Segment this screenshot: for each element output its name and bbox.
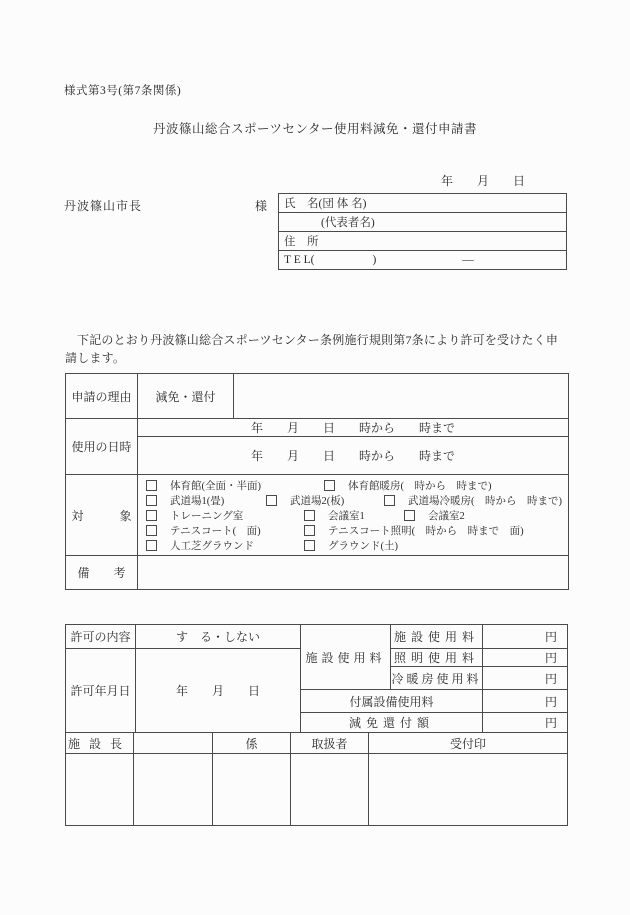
checkbox-icon	[304, 540, 315, 551]
facility-option-label: テニスコート照明( 時から 時まで 面)	[328, 525, 524, 537]
applicant-name-field: 氏 名(団 体 名)	[279, 194, 567, 213]
addressee-honorific: 様	[255, 199, 268, 213]
facility-option-label: トレーニング室	[170, 510, 244, 522]
checkbox-icon	[324, 480, 335, 491]
facility-options-line-1	[146, 478, 568, 493]
tel-label-close: )	[372, 254, 377, 266]
facility-manager-adjacent-blank-cell	[134, 733, 213, 754]
representative-name-field: (代表者名)	[279, 213, 567, 232]
hvac-fee-amount-cell: 円	[483, 667, 568, 690]
facility-option-label: 武道場2(板)	[290, 495, 345, 507]
permit-date-value-cell: 年 月 日	[136, 649, 301, 733]
facility-options-line-5	[146, 538, 568, 553]
facility-manager-stamp-cell	[66, 754, 134, 826]
checkbox-icon	[266, 495, 277, 506]
application-date-line: 年 月 日	[440, 174, 525, 188]
facility-option-label: 体育館暖房( 時から 時まで)	[348, 480, 492, 492]
remarks-label-cell: 備 考	[66, 556, 138, 590]
facility-option-label: テニスコート( 面)	[170, 525, 261, 537]
addressee-name: 丹波篠山市長	[64, 199, 143, 213]
permit-date-label-cell: 許可年月日	[66, 649, 136, 733]
facility-option-label: 人工芝グラウンド	[170, 540, 254, 552]
handler-stamp-cell	[291, 754, 369, 826]
checkbox-icon	[384, 495, 395, 506]
hvac-fee-label-cell: 冷暖房使用料	[391, 667, 483, 690]
facility-options-line-2	[146, 493, 568, 508]
target-label-cell: 対 象	[66, 475, 138, 556]
facility-option-label: 体育館(全面・半面)	[170, 480, 261, 492]
clerk-stamp-cell	[213, 754, 291, 826]
facility-options-line-3	[146, 508, 568, 523]
checkbox-icon	[146, 540, 157, 551]
form-title: 丹波篠山総合スポーツセンター使用料減免・還付申請書	[152, 122, 477, 136]
reason-label-cell: 申請の理由	[66, 374, 138, 419]
handler-label-cell: 取扱者	[291, 733, 369, 754]
usage-datetime-label-cell: 使用の日時	[66, 419, 138, 475]
reduction-refund-amount-cell: 円	[483, 713, 568, 733]
tel-label-open: T E L(	[284, 254, 315, 266]
tel-field	[279, 251, 567, 270]
usage-datetime-row-2: 年 月 日 時から 時まで	[138, 437, 569, 475]
reason-value-cell: 減免・還付	[138, 374, 234, 419]
facility-options-line-4	[146, 523, 568, 538]
checkbox-icon	[146, 510, 157, 521]
lighting-fee-label-cell: 照明使用料	[391, 649, 483, 667]
clerk-label-cell: 係	[213, 733, 291, 754]
application-table	[65, 373, 569, 590]
facility-fee-amount-cell: 円	[483, 625, 568, 649]
facility-option-label: 武道場1(畳)	[170, 495, 225, 507]
usage-datetime-row-1: 年 月 日 時から 時まで	[138, 419, 569, 437]
tel-dash: ―	[462, 254, 474, 266]
approval-table	[65, 624, 568, 733]
lighting-fee-amount-cell: 円	[483, 649, 568, 667]
facility-manager-label-cell: 施設長	[66, 733, 134, 754]
facility-fee-group-cell: 施設使用料	[301, 625, 391, 690]
equipment-fee-amount-cell: 円	[483, 690, 568, 713]
permit-content-label-cell: 許可の内容	[66, 625, 136, 649]
permit-content-value-cell: す る・しない	[136, 625, 301, 649]
footer-blank-stamp-cell	[134, 754, 213, 826]
facility-option-label: 会議室1	[328, 510, 365, 522]
equipment-fee-label-cell: 付属設備使用料	[301, 690, 483, 713]
form-number: 様式第3号(第7条関係)	[64, 85, 182, 97]
target-options-cell	[138, 475, 569, 556]
facility-fee-label-cell: 施設使用料	[391, 625, 483, 649]
body-paragraph: 下記のとおり丹波篠山総合スポーツセンター条例施行規則第7条により許可を受けたく申請します。	[65, 333, 559, 365]
remarks-blank-cell	[138, 556, 569, 590]
checkbox-icon	[146, 480, 157, 491]
receipt-stamp-label-cell: 受付印	[369, 733, 568, 754]
facility-option-label: 会議室2	[428, 510, 465, 522]
facility-option-label: 武道場冷暖房( 時から 時まで)	[408, 495, 562, 507]
reason-detail-blank-cell	[234, 374, 569, 419]
address-field: 住 所	[279, 232, 567, 251]
reduction-refund-label-cell: 減免還付額	[301, 713, 483, 733]
applicant-info-box	[278, 193, 567, 270]
checkbox-icon	[146, 495, 157, 506]
facility-option-label: グラウンド(土)	[328, 540, 398, 552]
checkbox-icon	[146, 525, 157, 536]
checkbox-icon	[304, 510, 315, 521]
approval-footer-table	[65, 732, 568, 826]
checkbox-icon	[304, 525, 315, 536]
checkbox-icon	[404, 510, 415, 521]
receipt-stamp-cell	[369, 754, 568, 826]
